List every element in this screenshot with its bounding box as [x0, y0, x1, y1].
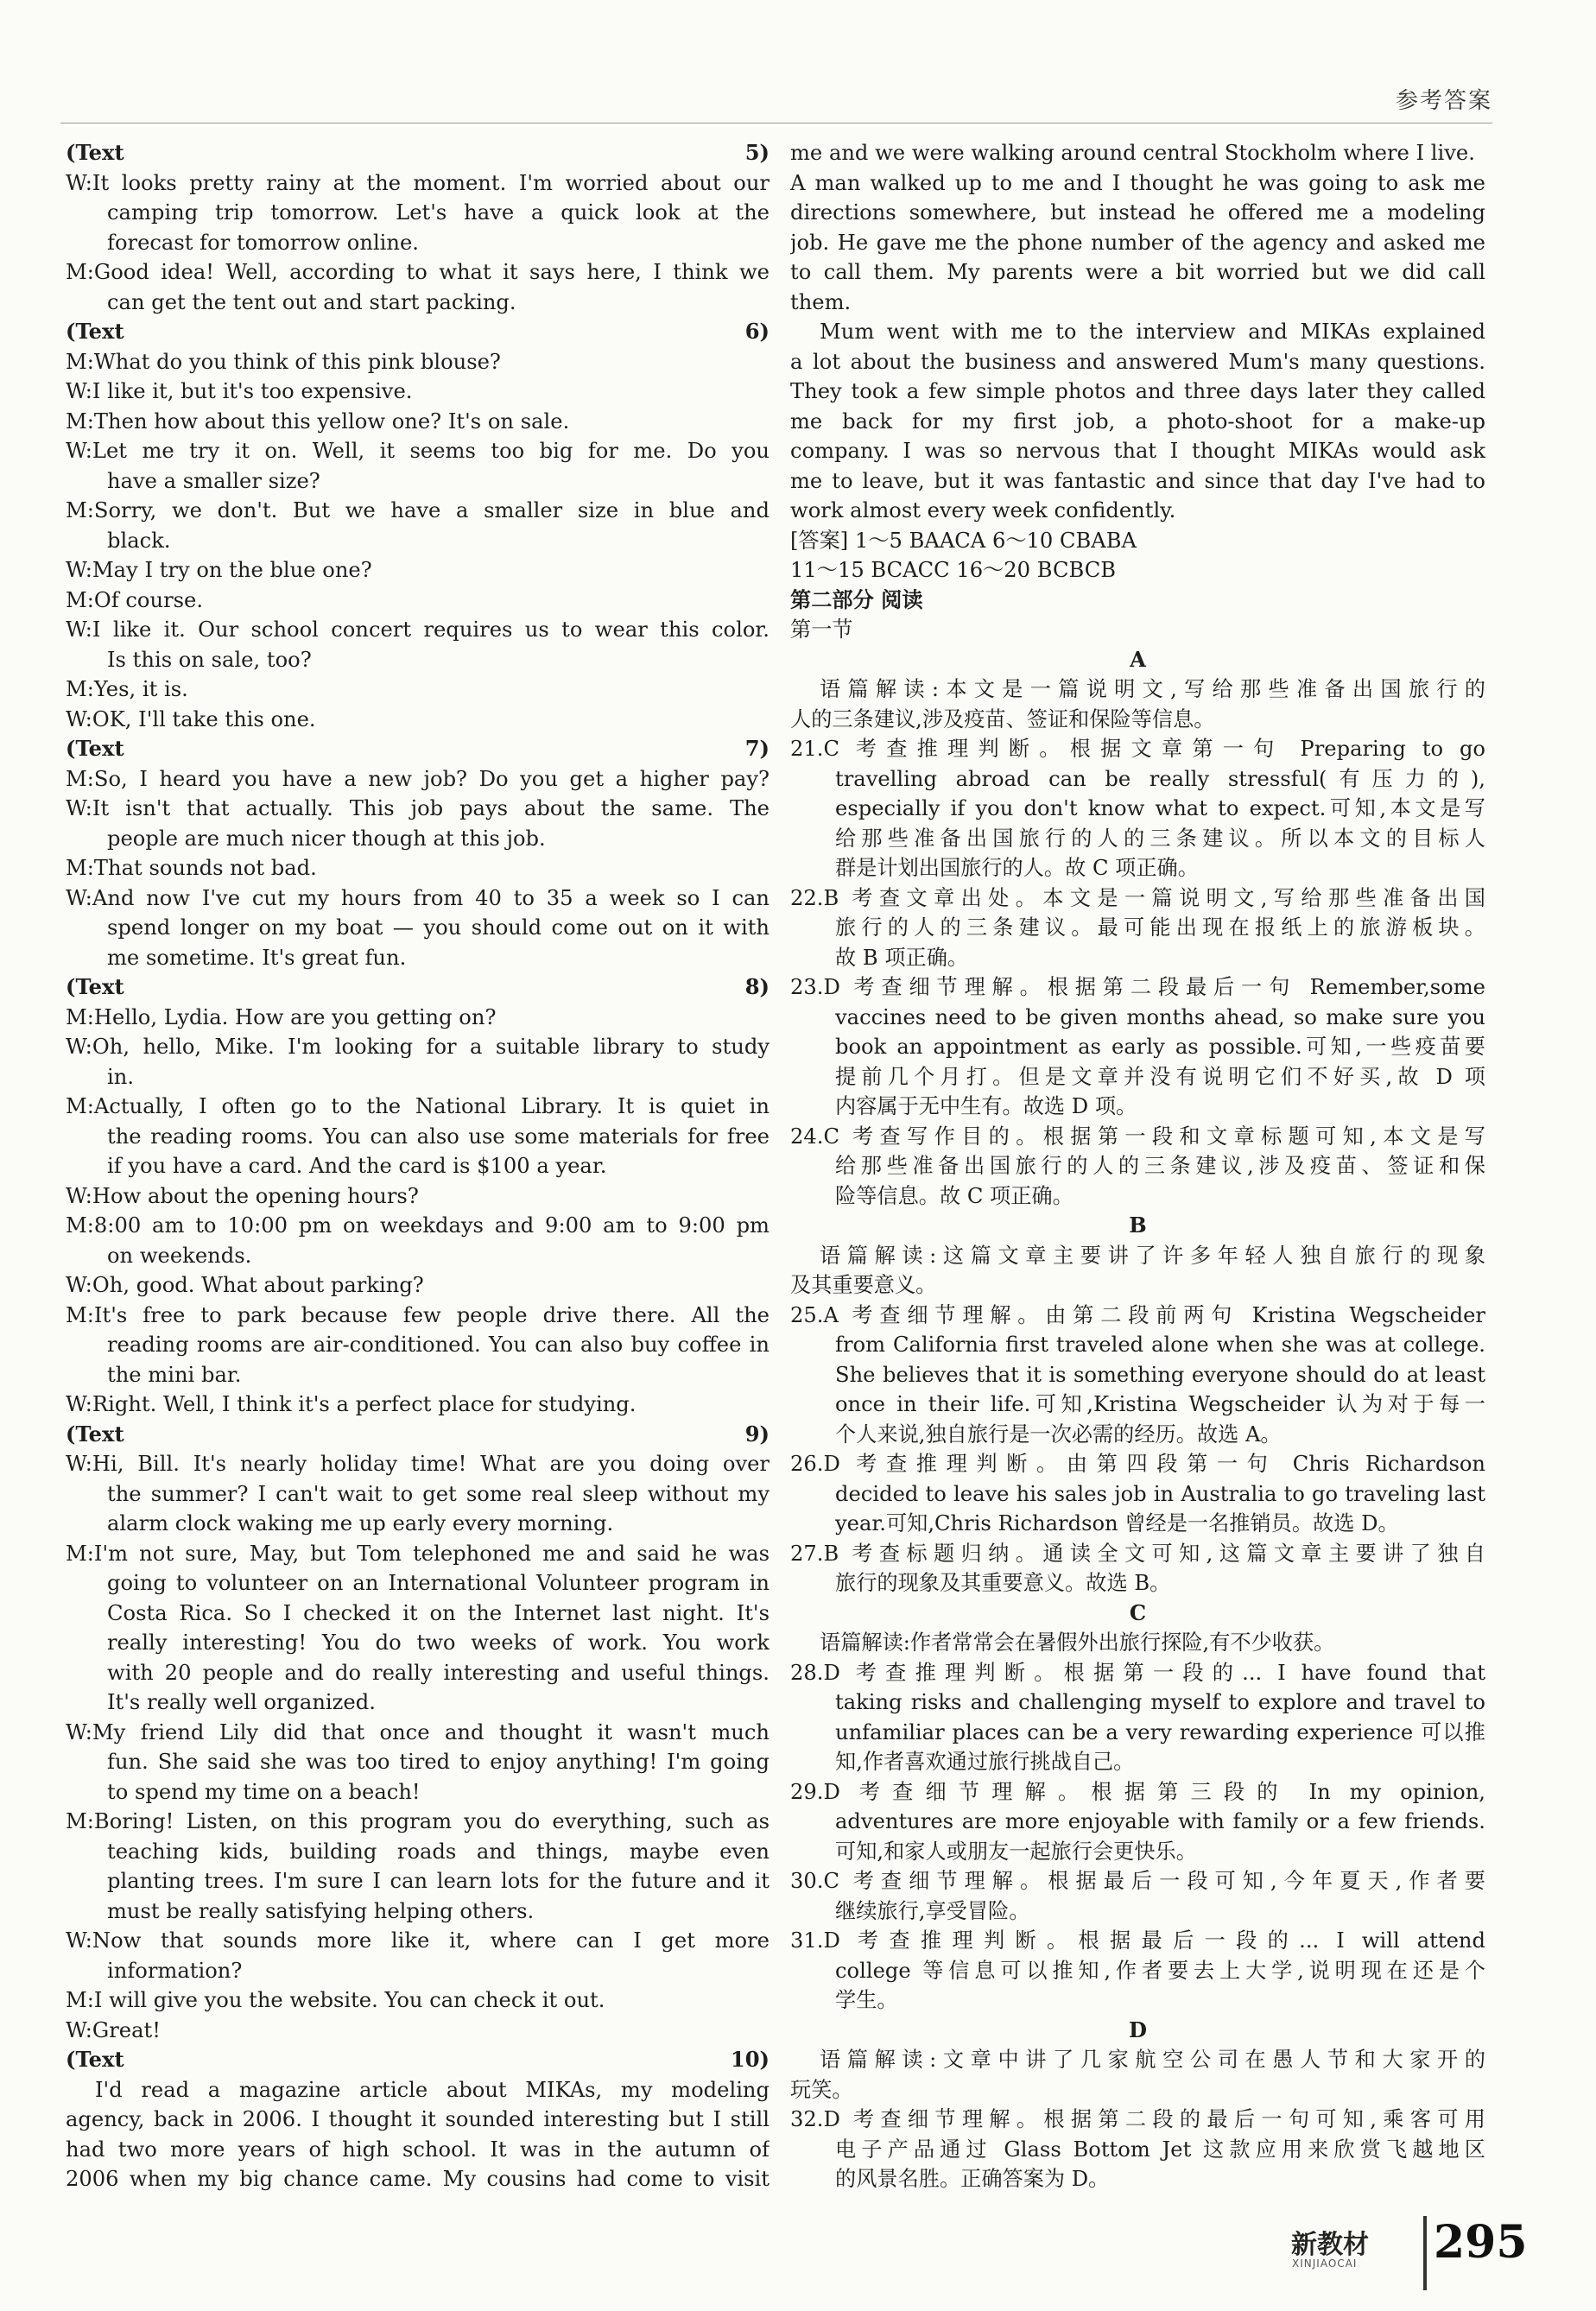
text-line: 31.D 考查推理判断。根据最后一段的... I will attend: [790, 1928, 1485, 1953]
text-line: W:It isn't that actually. This job pays about the same. The: [66, 796, 770, 820]
text-line: 11～15 BCACC 16～20 BCBCB: [790, 558, 1116, 582]
text-line: 24.C 考查写作目的。根据第一段和文章标题可知,本文是写: [790, 1124, 1485, 1149]
text-line: 可知,和家人或朋友一起旅行会更快乐。: [835, 1839, 1197, 1864]
text-line: reading rooms are air-conditioned. You can also buy coffee in: [107, 1333, 770, 1357]
text-line: teaching kids, building roads and things, maybe even: [107, 1839, 770, 1864]
text-line: especially if you don't know what to expect.可知,本文是写: [835, 796, 1485, 820]
text-line: camping trip tomorrow. Let's have a quick look at the: [107, 200, 770, 225]
text-line: vaccines need to be given months ahead, so make sure you: [835, 1004, 1485, 1029]
text-line: 语篇解读:这篇文章主要讲了许多年轻人独自旅行的现象: [820, 1243, 1485, 1268]
text-line: the summer? I can't wait to get some real sleep without my: [107, 1481, 770, 1506]
text-line: 32.D 考查细节理解。根据第二段的最后一句可知,乘客可用: [790, 2107, 1485, 2131]
text-line: (Text 6): [66, 319, 770, 344]
text-line: 30.C 考查细节理解。根据最后一段可知,今年夏天,作者要: [790, 1869, 1485, 1893]
text-line: directions somewhere, but instead he offered me a modeling: [790, 200, 1485, 225]
text-line: with 20 people and do really interesting and useful things.: [107, 1660, 770, 1685]
text-line: the mini bar.: [107, 1362, 242, 1387]
text-line: M:Sorry, we don't. But we have a smaller size in blue and: [66, 498, 770, 522]
text-line: 语篇解读:作者常常会在暑假外出旅行探险,有不少收获。: [820, 1630, 1335, 1655]
text-line: W:Great!: [66, 2017, 161, 2042]
text-line: 旅行的现象及其重要意义。故选 B。: [835, 1571, 1171, 1595]
text-line: company. I was so nervous that I thought MIKAs would ask: [790, 439, 1485, 463]
text-line: M:So, I heard you have a new job? Do you get a higher pay?: [66, 766, 770, 791]
text-line: alarm clock waking me up early every morning.: [107, 1511, 614, 1535]
text-line: 电子产品通过 Glass Bottom Jet 这款应用来欣赏飞越地区: [835, 2137, 1485, 2162]
text-line: W:Oh, good. What about parking?: [66, 1273, 424, 1297]
text-line: W:Let me try it on. Well, it seems too big for me. Do you: [66, 439, 770, 463]
text-line: to spend my time on a beach!: [107, 1779, 421, 1804]
text-line: if you have a card. And the card is $100 a year.: [107, 1154, 607, 1178]
text-line: really interesting! You do two weeks of work. You work: [107, 1630, 770, 1655]
footer-brand: 新教材: [1291, 2230, 1369, 2260]
text-line: once in their life.可知,Kristina Wegscheider 认为对于每一: [835, 1392, 1485, 1416]
text-line: had two more years of high school. It was in the autumn of: [66, 2137, 770, 2162]
text-line: 第一节: [790, 617, 853, 642]
text-line: unfamiliar places can be a very rewarding experience 可以推: [835, 1719, 1485, 1744]
text-line: me sometime. It's great fun.: [107, 945, 407, 970]
text-line: me to leave, but it was fantastic and since that day I've had to: [790, 468, 1485, 493]
text-line: college 等信息可以推知,作者要去上大学,说明现在还是个: [835, 1958, 1485, 1983]
text-line: a lot about the business and answered Mum's many questions.: [790, 349, 1485, 374]
text-line: 语篇解读:文章中讲了几家航空公司在愚人节和大家开的: [820, 2048, 1485, 2072]
text-line: 及其重要意义。: [790, 1273, 937, 1297]
text-line: W:Right. Well, I think it's a perfect place for studying.: [66, 1392, 636, 1416]
text-line: year.可知,Chris Richardson 曾经是一名推销员。故选 D。: [835, 1511, 1399, 1535]
text-line: M:Of course.: [66, 587, 204, 612]
text-line: (Text 8): [66, 974, 770, 999]
text-line: 语篇解读:本文是一篇说明文,写给那些准备出国旅行的: [820, 677, 1485, 701]
text-line: 给那些准备出国旅行的人的三条建议,涉及疫苗、签证和保: [835, 1154, 1485, 1178]
page-number: 295: [1434, 2216, 1528, 2269]
text-line: 第二部分 阅读: [790, 587, 923, 612]
text-line: them.: [790, 289, 852, 314]
text-line: planting trees. I'm sure I can learn lots for the future and it: [107, 1869, 770, 1893]
text-line: 2006 when my big chance came. My cousins had come to visit: [66, 2167, 770, 2191]
text-line: 旅行的人的三条建议。最可能出现在报纸上的旅游板块。: [835, 915, 1485, 940]
right-column: [790, 138, 1485, 2194]
text-line: people are much nicer though at this job.: [107, 826, 546, 851]
text-line: travelling abroad can be really stressful(有压力的),: [835, 766, 1485, 791]
text-line: 29.D 考查细节理解。根据第三段的 In my opinion,: [790, 1779, 1485, 1804]
text-line: 继续旅行,享受冒险。: [835, 1898, 1030, 1923]
text-line: W:OK, I'll take this one.: [66, 706, 316, 731]
text-line: 提前几个月打。但是文章并没有说明它们不好买,故 D 项: [835, 1064, 1485, 1089]
text-line: A man walked up to me and I thought he was going to ask me: [790, 170, 1485, 195]
text-line: M:What do you think of this pink blouse?: [66, 349, 501, 374]
text-line: me and we were walking around central Stockholm where I live.: [790, 141, 1475, 165]
text-line: W:Hi, Bill. It's nearly holiday time! What are you doing over: [66, 1452, 770, 1476]
text-line: M:I'm not sure, May, but Tom telephoned me and said he was: [66, 1541, 770, 1566]
text-line: W:Oh, hello, Mike. I'm looking for a suitable library to study: [66, 1035, 770, 1059]
text-line: She believes that it is something everyone should do at least: [835, 1362, 1485, 1387]
text-line: M:Then how about this yellow one? It's on sale.: [66, 408, 570, 434]
text-line: They took a few simple photos and three days later they called: [790, 379, 1485, 403]
text-line: 故 B 项正确。: [835, 945, 969, 970]
text-line: work almost every week confidently.: [790, 498, 1176, 522]
text-line: information?: [107, 1958, 243, 1983]
text-line: fun. She said she was too tired to enjoy anything! I'm going: [107, 1750, 770, 1774]
text-line: from California first traveled alone when she was at college.: [835, 1333, 1485, 1357]
text-line: 23.D 考查细节理解。根据第二段最后一句 Remember,some: [790, 975, 1485, 999]
page-header-title: 参考答案: [1395, 88, 1492, 114]
footer-divider: [1423, 2216, 1427, 2290]
text-line: spend longer on my boat — you should come out on it with: [107, 915, 770, 940]
text-line: M:It's free to park because few people drive there. All the: [66, 1302, 770, 1327]
text-line: It's really well organized.: [107, 1690, 376, 1714]
text-line: Mum went with me to the interview and MIKAs explained: [820, 320, 1485, 344]
left-column: [66, 138, 770, 2194]
text-line: I'd read a magazine article about MIKAs, my modeling: [95, 2077, 770, 2102]
text-line: A: [1130, 646, 1146, 672]
text-line: me back for my first job, a photo-shoot for a make-up: [790, 408, 1485, 434]
text-line: can get the tent out and start packing.: [107, 289, 516, 314]
text-line: 27.B 考查标题归纳。通读全文可知,这篇文章主要讲了独自: [790, 1541, 1485, 1566]
text-line: (Text 10): [66, 2047, 770, 2072]
text-line: M:That sounds not bad.: [66, 856, 317, 880]
text-line: 25.A 考查细节理解。由第二段前两句 Kristina Wegscheider: [790, 1302, 1485, 1327]
text-line: [答案] 1～5 BAACA 6～10 CBABA: [790, 528, 1137, 553]
text-line: W:And now I've cut my hours from 40 to 35 a week so I can: [66, 885, 770, 910]
text-line: W:Now that sounds more like it, where can I get more: [66, 1928, 770, 1953]
text-line: W:May I try on the blue one?: [66, 558, 372, 582]
text-line: in.: [107, 1064, 135, 1089]
text-line: M:Yes, it is.: [66, 677, 188, 701]
text-line: M:Hello, Lydia. How are you getting on?: [66, 1004, 497, 1029]
text-line: 给那些准备出国旅行的人的三条建议。所以本文的目标人: [835, 826, 1485, 851]
text-line: adventures are more enjoyable with family or a few friends.: [835, 1809, 1485, 1833]
footer-brand-pinyin: XINJIAOCAI: [1292, 2257, 1358, 2270]
text-line: forecast for tomorrow online.: [107, 230, 419, 255]
text-line: (Text 7): [66, 736, 770, 761]
text-line: C: [1129, 1599, 1147, 1625]
text-line: W:How about the opening hours?: [66, 1183, 419, 1208]
text-line: 险等信息。故 C 项正确。: [835, 1183, 1074, 1208]
text-line: M:I will give you the website. You can check it out.: [66, 1988, 605, 2012]
text-line: M:8:00 am to 10:00 pm on weekdays and 9:00 am to 9:00 pm: [66, 1213, 770, 1238]
text-line: going to volunteer on an International Volunteer program in: [107, 1571, 770, 1595]
text-line: 内容属于无中生有。故选 D 项。: [835, 1094, 1137, 1118]
text-line: Is this on sale, too?: [107, 647, 312, 672]
text-line: 群是计划出国旅行的人。故 C 项正确。: [835, 856, 1199, 880]
text-line: 学生。: [835, 1988, 898, 2012]
text-line: 知,作者喜欢通过旅行挑战自己。: [835, 1750, 1135, 1774]
text-line: 的风景名胜。正确答案为 D。: [835, 2167, 1110, 2191]
text-line: taking risks and challenging myself to explore and travel to: [835, 1690, 1485, 1714]
text-line: Costa Rica. So I checked it on the Internet last night. It's: [107, 1600, 770, 1625]
text-line: on weekends.: [107, 1243, 252, 1268]
text-line: M:Actually, I often go to the National Library. It is quiet in: [66, 1094, 770, 1118]
text-line: 28.D 考查推理判断。根据第一段的... I have found that: [790, 1660, 1485, 1685]
text-line: job. He gave me the phone number of the agency and asked me: [790, 230, 1485, 255]
text-line: 26.D 考查推理判断。由第四段第一句 Chris Richardson: [790, 1452, 1485, 1476]
text-line: W:I like it, but it's too expensive.: [66, 379, 413, 403]
text-line: 22.B 考查文章出处。本文是一篇说明文,写给那些准备出国: [790, 885, 1485, 910]
text-line: W:My friend Lily did that once and thought it wasn't much: [66, 1719, 770, 1744]
text-line: (Text 9): [66, 1421, 770, 1447]
text-line: the reading rooms. You can also use some materials for free: [107, 1124, 770, 1149]
text-line: 玩笑。: [790, 2077, 853, 2102]
text-line: M:Good idea! Well, according to what it says here, I think we: [66, 260, 770, 284]
text-line: 个人来说,独自旅行是一次必需的经历。故选 A。: [835, 1421, 1282, 1447]
text-line: have a smaller size?: [107, 468, 320, 493]
text-line: agency, back in 2006. I thought it sounded interesting but I still: [66, 2107, 770, 2131]
text-line: 人的三条建议,涉及疫苗、签证和保险等信息。: [790, 706, 1215, 731]
text-line: M:Boring! Listen, on this program you do everything, such as: [66, 1809, 770, 1833]
text-line: 21.C 考查推理判断。根据文章第一句 Preparing to go: [790, 737, 1485, 761]
text-line: book an appointment as early as possible.可知,一些疫苗要: [835, 1035, 1485, 1059]
text-line: D: [1129, 2017, 1147, 2042]
text-line: to call them. My parents were a bit worried but we did call: [790, 260, 1485, 284]
text-line: (Text 5): [66, 140, 770, 165]
text-line: must be really satisfying helping others.: [107, 1898, 535, 1923]
text-line: decided to leave his sales job in Australia to go traveling last: [835, 1481, 1485, 1506]
text-line: B: [1129, 1212, 1147, 1238]
text-line: W:I like it. Our school concert requires us to wear this color.: [66, 617, 770, 642]
text-line: W:It looks pretty rainy at the moment. I'm worried about our: [66, 170, 770, 195]
text-line: black.: [107, 528, 171, 553]
